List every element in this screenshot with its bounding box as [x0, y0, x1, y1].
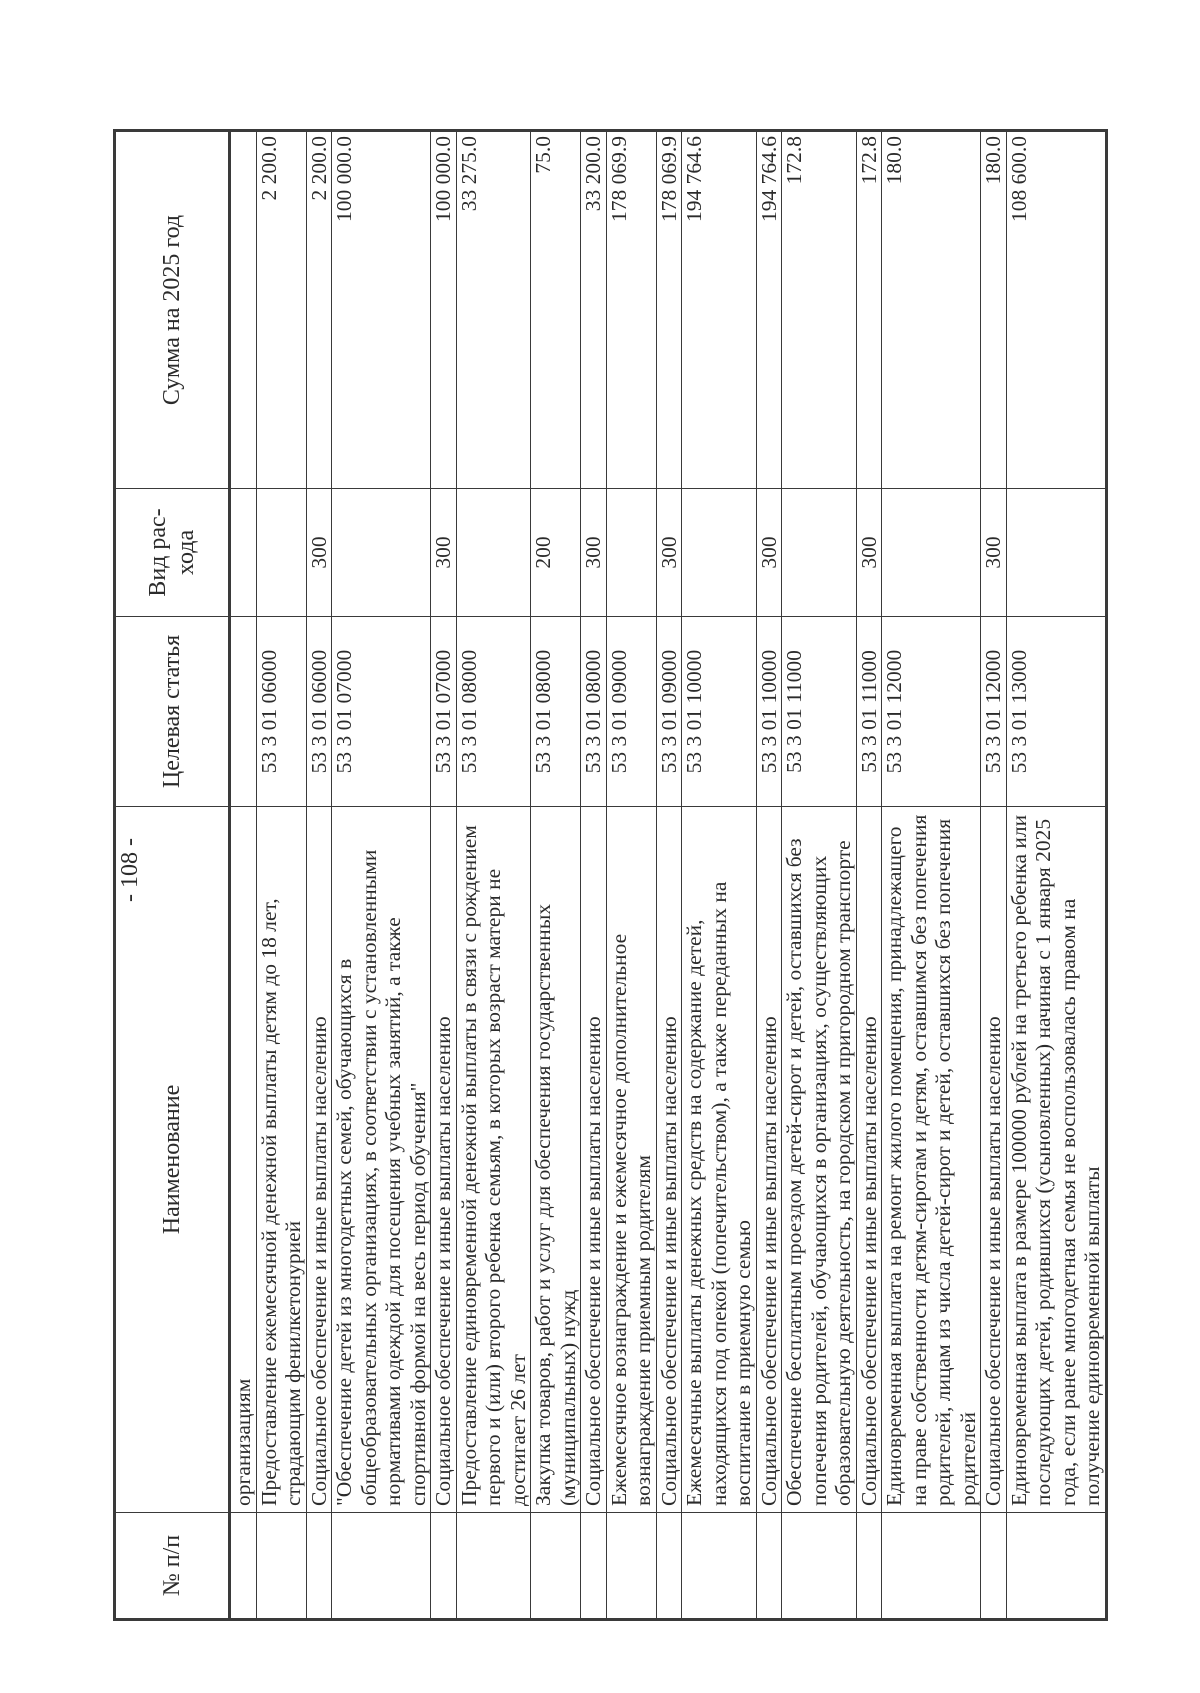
cell-num	[606, 1513, 656, 1620]
cell-type: 300	[656, 489, 682, 617]
cell-code: 53 3 01 11000	[856, 617, 882, 807]
cell-code: 53 3 01 09000	[606, 617, 656, 807]
cell-name: Ежемесячные выплаты денежных средств на содержание детей, находящихся под опекой (попечительством), а также переданных на воспитание в приемную семью	[682, 807, 757, 1513]
cell-code: 53 3 01 13000	[1006, 617, 1106, 807]
cell-num	[256, 1513, 306, 1620]
table-row	[606, 131, 656, 1620]
cell-sum: 2 200.0	[306, 131, 332, 489]
header-sum: Сумма на 2025 год	[115, 131, 230, 489]
cell-name: Социальное обеспечение и иные выплаты населению	[856, 807, 882, 1513]
cell-sum: 100 000.0	[431, 131, 457, 489]
cell-type	[606, 489, 656, 617]
cell-num	[581, 1513, 607, 1620]
cell-sum: 33 275.0	[456, 131, 531, 489]
table-row	[531, 131, 581, 1620]
cell-num	[431, 1513, 457, 1620]
cell-name: Единовременная выплата на ремонт жилого помещения, принадлежащего на праве собственности детям-сиротам и детям, оставшимся без попечения родителей, лицам из числа детей-сирот и детей, оставшихся без попечения родителей	[882, 807, 981, 1513]
cell-sum: 180.0	[981, 131, 1007, 489]
cell-sum: 178 069.9	[656, 131, 682, 489]
cell-type	[782, 489, 857, 617]
cell-sum	[230, 131, 257, 489]
cell-sum: 33 200.0	[581, 131, 607, 489]
cell-type: 300	[431, 489, 457, 617]
table-row	[306, 131, 332, 1620]
table-row	[756, 131, 782, 1620]
cell-num	[531, 1513, 581, 1620]
cell-type: 300	[306, 489, 332, 617]
budget-table-rotated	[113, 132, 1104, 1621]
cell-code: 53 3 01 12000	[882, 617, 981, 807]
header-code: Целевая статья	[115, 617, 230, 807]
cell-code: 53 3 01 07000	[332, 617, 431, 807]
cell-sum: 2 200.0	[256, 131, 306, 489]
cell-num	[306, 1513, 332, 1620]
cell-code: 53 3 01 06000	[306, 617, 332, 807]
cell-sum: 100 000.0	[332, 131, 431, 489]
cell-type	[332, 489, 431, 617]
cell-sum: 172.8	[856, 131, 882, 489]
cell-num	[230, 1513, 257, 1620]
table-header-row	[115, 131, 230, 1620]
cell-num	[456, 1513, 531, 1620]
cell-name: Социальное обеспечение и иные выплаты населению	[656, 807, 682, 1513]
page-number: - 108 -	[117, 838, 143, 902]
cell-sum: 172.8	[782, 131, 857, 489]
cell-type: 300	[981, 489, 1007, 617]
cell-sum: 194 764.6	[756, 131, 782, 489]
cell-type: 200	[531, 489, 581, 617]
budget-table	[113, 129, 1108, 1621]
cell-name: Предоставление единовременной денежной выплаты в связи с рождением первого и (или) второго ребенка семьям, в которых возраст матери не достигает 26 лет	[456, 807, 531, 1513]
cell-num	[882, 1513, 981, 1620]
cell-num	[332, 1513, 431, 1620]
table-row	[856, 131, 882, 1620]
table-row	[882, 131, 981, 1620]
cell-code: 53 3 01 08000	[531, 617, 581, 807]
table-row	[981, 131, 1007, 1620]
cell-name: Социальное обеспечение и иные выплаты населению	[581, 807, 607, 1513]
cell-name: "Обеспечение детей из многодетных семей, обучающихся в общеобразовательных организациях, в соответствии с установленными нормативами одеждой для посещения учебных занятий, а также спортивной формой на весь период обучения"	[332, 807, 431, 1513]
table-row	[682, 131, 757, 1620]
header-type: Вид рас- хода	[115, 489, 230, 617]
table-row	[332, 131, 431, 1620]
cell-type: 300	[856, 489, 882, 617]
cell-name: Обеспечение бесплатным проездом детей-сирот и детей, оставшихся без попечения родителей, обучающихся в организациях, осуществляющих образовательную деятельность, на городском и пригородном транспорте	[782, 807, 857, 1513]
table-row	[581, 131, 607, 1620]
table-row	[1006, 131, 1106, 1620]
cell-name: Ежемесячное вознаграждение и ежемесячное дополнительное вознаграждение приемным родителям	[606, 807, 656, 1513]
cell-code	[230, 617, 257, 807]
cell-code: 53 3 01 11000	[782, 617, 857, 807]
cell-type	[682, 489, 757, 617]
table-row	[256, 131, 306, 1620]
cell-num	[856, 1513, 882, 1620]
cell-code: 53 3 01 10000	[682, 617, 757, 807]
cell-name: Предоставление ежемесячной денежной выплаты детям до 18 лет, страдающим фенилкетонурией	[256, 807, 306, 1513]
cell-type	[456, 489, 531, 617]
cell-sum: 75.0	[531, 131, 581, 489]
cell-name: Закупка товаров, работ и услуг для обеспечения государственных (муниципальных) нужд	[531, 807, 581, 1513]
cell-type	[230, 489, 257, 617]
cell-type: 300	[756, 489, 782, 617]
cell-num	[756, 1513, 782, 1620]
table-row	[782, 131, 857, 1620]
cell-sum: 180.0	[882, 131, 981, 489]
cell-code: 53 3 01 12000	[981, 617, 1007, 807]
cell-sum: 194 764.6	[682, 131, 757, 489]
cell-num	[1006, 1513, 1106, 1620]
cell-code: 53 3 01 09000	[656, 617, 682, 807]
cell-num	[782, 1513, 857, 1620]
cell-code: 53 3 01 08000	[581, 617, 607, 807]
cell-type	[256, 489, 306, 617]
cell-type	[882, 489, 981, 617]
cell-name: Социальное обеспечение и иные выплаты населению	[431, 807, 457, 1513]
cell-name: Социальное обеспечение и иные выплаты населению	[306, 807, 332, 1513]
table-row	[431, 131, 457, 1620]
cell-type: 300	[581, 489, 607, 617]
cell-sum: 108 600.0	[1006, 131, 1106, 489]
table-row	[230, 131, 257, 1620]
cell-num	[981, 1513, 1007, 1620]
cell-name: Социальное обеспечение и иные выплаты населению	[981, 807, 1007, 1513]
header-num: № п/п	[115, 1513, 230, 1620]
cell-code: 53 3 01 07000	[431, 617, 457, 807]
cell-code: 53 3 01 06000	[256, 617, 306, 807]
cell-num	[656, 1513, 682, 1620]
cell-code: 53 3 01 10000	[756, 617, 782, 807]
cell-name: организациям	[230, 807, 257, 1513]
cell-name: Социальное обеспечение и иные выплаты населению	[756, 807, 782, 1513]
cell-name: Единовременная выплата в размере 100000 рублей на третьего ребенка или последующих детей, родившихся (усыновленных) начиная с 1 января 2025 года, если ранее многодетная семья не воспользовалась правом на получение единовременной выплаты	[1006, 807, 1106, 1513]
table-row	[456, 131, 531, 1620]
cell-num	[682, 1513, 757, 1620]
table-row	[656, 131, 682, 1620]
cell-code: 53 3 01 08000	[456, 617, 531, 807]
header-name: Наименование	[115, 807, 230, 1513]
cell-sum: 178 069.9	[606, 131, 656, 489]
cell-type	[1006, 489, 1106, 617]
